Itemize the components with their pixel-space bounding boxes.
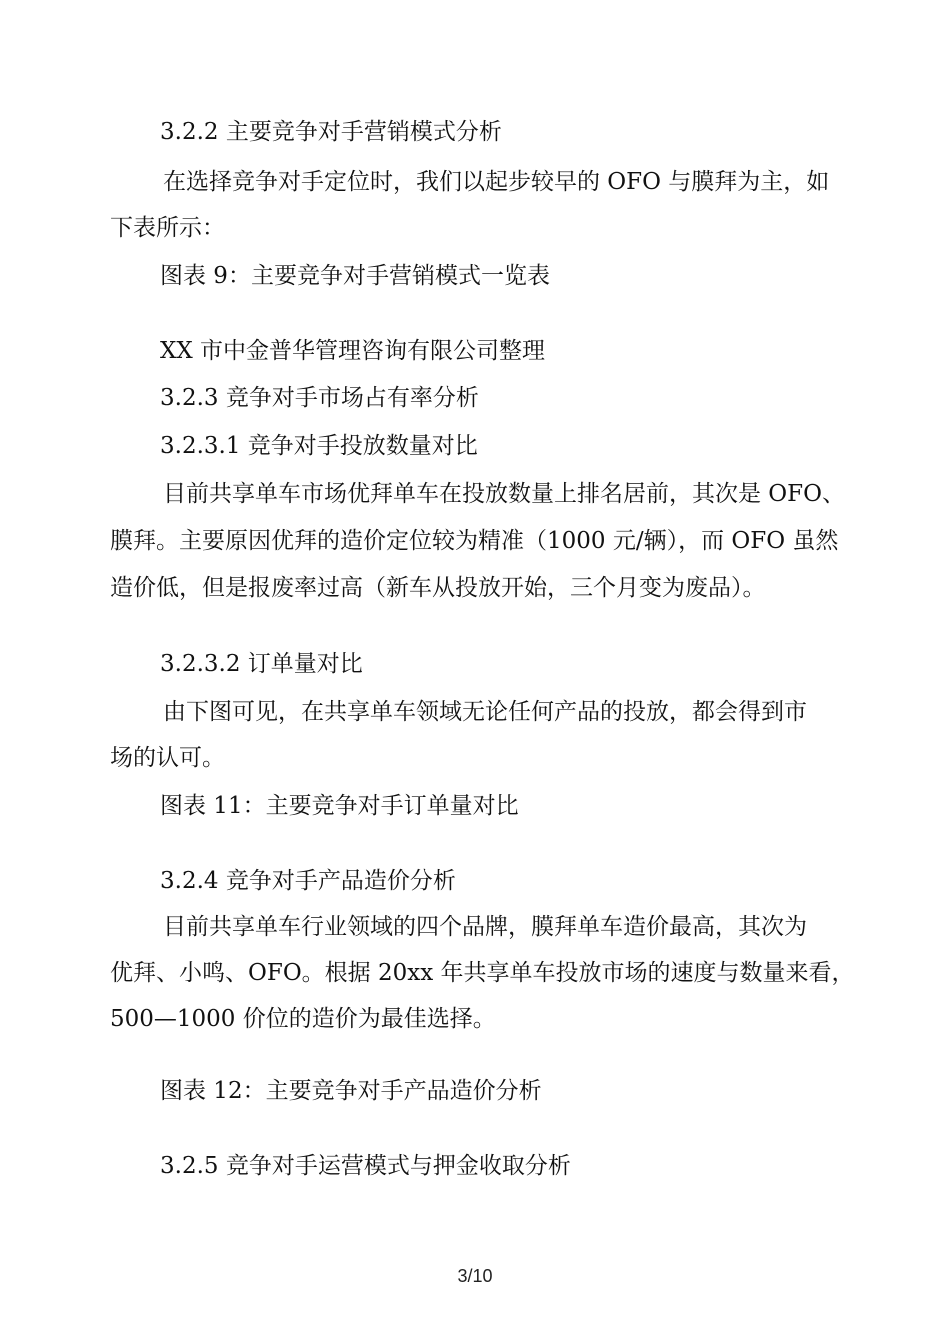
figure-caption-12: 图表 12：主要竞争对手产品造价分析 [160,1078,542,1104]
figure-caption-11: 图表 11：主要竞争对手订单量对比 [160,793,519,819]
section-heading-3-2-3-1: 3.2.3.1 竞争对手投放数量对比 [160,433,478,459]
paragraph-line: 目前共享单车市场优拜单车在投放数量上排名居前，其次是 OFO、 [163,481,845,507]
paragraph-line: 下表所示： [110,215,225,241]
section-heading-3-2-2: 3.2.2 主要竞争对手营销模式分析 [160,119,502,145]
paragraph-line: 优拜、小鸣、OFO。根据 20xx 年共享单车投放市场的速度与数量来看， [110,960,855,986]
section-heading-3-2-3-2: 3.2.3.2 订单量对比 [160,651,363,677]
source-note: XX 市中金普华管理咨询有限公司整理 [160,338,546,364]
figure-caption-9: 图表 9：主要竞争对手营销模式一览表 [160,263,550,289]
paragraph-line: 目前共享单车行业领域的四个品牌，膜拜单车造价最高，其次为 [163,914,807,940]
section-heading-3-2-3: 3.2.3 竞争对手市场占有率分析 [160,385,479,411]
paragraph-line: 由下图可见，在共享单车领域无论任何产品的投放，都会得到市 [163,699,807,725]
paragraph-line: 在选择竞争对手定位时，我们以起步较早的 OFO 与膜拜为主，如 [163,169,830,195]
paragraph-line: 膜拜。主要原因优拜的造价定位较为精准（1000 元/辆），而 OFO 虽然 [110,528,839,554]
paragraph-line: 500—1000 价位的造价为最佳选择。 [110,1006,496,1032]
paragraph-line: 造价低，但是报废率过高（新车从投放开始，三个月变为废品）。 [110,575,766,601]
paragraph-line: 场的认可。 [110,745,225,771]
page-number: 3/10 [457,1266,493,1286]
section-heading-3-2-5: 3.2.5 竞争对手运营模式与押金收取分析 [160,1153,571,1179]
section-heading-3-2-4: 3.2.4 竞争对手产品造价分析 [160,868,456,894]
